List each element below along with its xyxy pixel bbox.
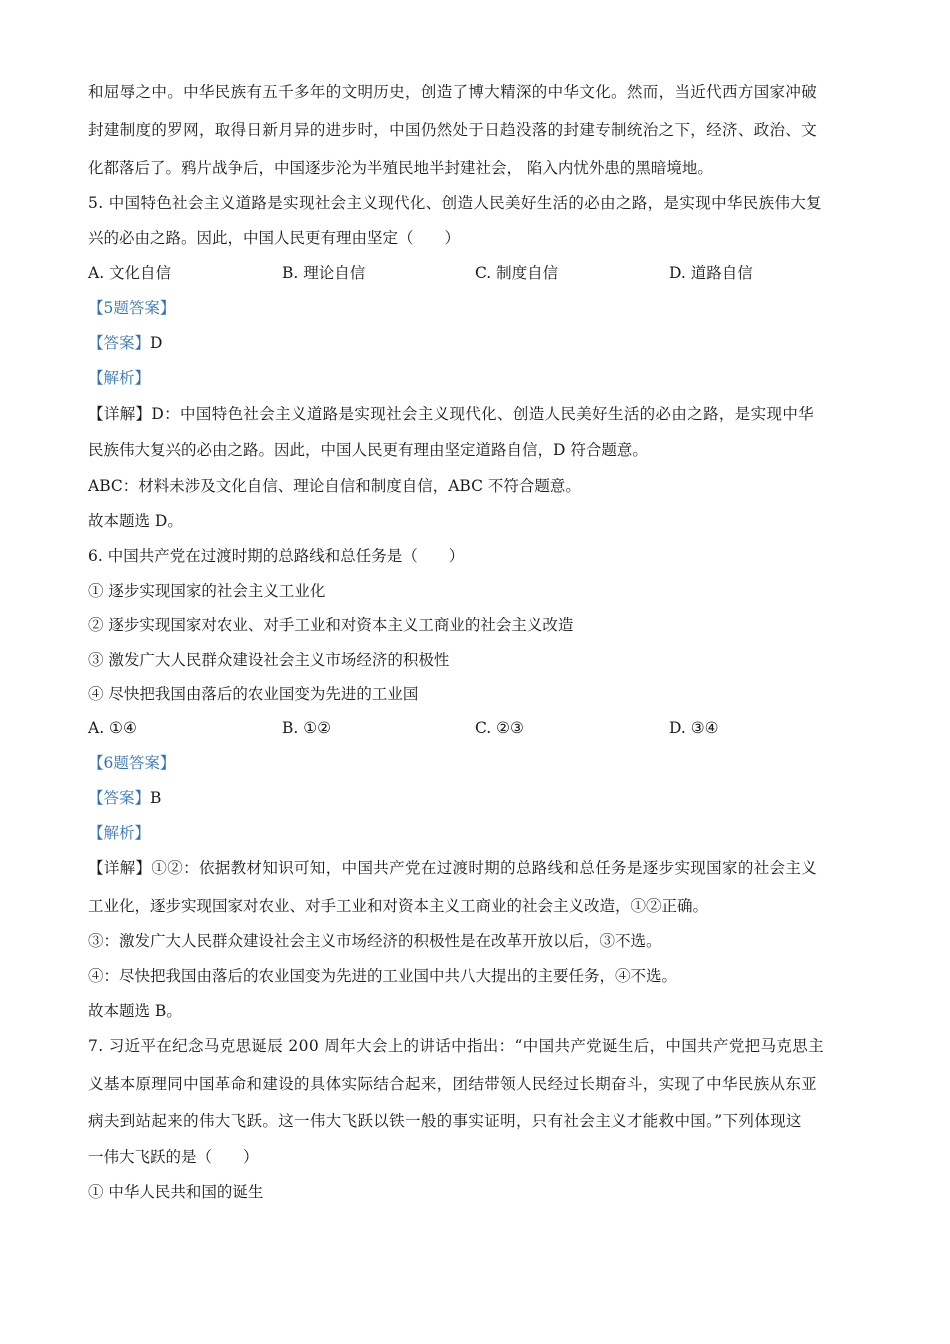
q5-option-d: D. 道路自信	[669, 264, 753, 282]
q6-option-b: B. ①②	[282, 719, 332, 737]
intro-line: 封建制度的罗网，取得日新月异的进步时，中国仍然处于日趋没落的封建专制统治之下，经济、政治、文	[88, 121, 818, 139]
q6-detail-line: ④：尽快把我国由落后的农业国变为先进的工业国中共八大提出的主要任务，④不选。	[88, 967, 678, 985]
answer-tag: 【答案】	[88, 789, 151, 807]
answer-tag: 【答案】	[88, 334, 151, 352]
q6-stem: 6. 中国共产党在过渡时期的总路线和总任务是（ ）	[88, 547, 465, 565]
q6-item: ④ 尽快把我国由落后的农业国变为先进的工业国	[88, 685, 419, 703]
q6-item: ① 逐步实现国家的社会主义工业化	[88, 582, 326, 600]
q6-detail-line: 工业化，逐步实现国家对农业、对手工业和对资本主义工商业的社会主义改造，①②正确。	[88, 897, 709, 915]
q5-option-a: A. 文化自信	[88, 264, 172, 282]
answer-value: D	[150, 334, 163, 352]
q7-item: ① 中华人民共和国的诞生	[88, 1183, 264, 1201]
q5-detail-line: 民族伟大复兴的必由之路。因此，中国人民更有理由坚定道路自信，D 符合题意。	[88, 441, 648, 459]
detail-tag: 【详解】	[88, 859, 152, 877]
q5-detail-line: ABC：材料未涉及文化自信、理论自信和制度自信，ABC 不符合题意。	[88, 477, 581, 495]
q5-detail-line: 故本题选 D。	[88, 512, 183, 530]
q6-detail-line: 故本题选 B。	[88, 1002, 182, 1020]
q5-stem-line: 5. 中国特色社会主义道路是实现社会主义现代化、创造人民美好生活的必由之路，是实现中华民族伟大复	[88, 194, 823, 212]
detail-text: D：中国特色社会主义道路是实现社会主义现代化、创造人民美好生活的必由之路，是实现中华	[151, 405, 815, 423]
q5-detail-line	[88, 404, 814, 424]
intro-line: 化都落后了。鸦片战争后，中国逐步沦为半殖民地半封建社会， 陷入内忧外患的黑暗境地。	[88, 159, 713, 177]
q7-stem-line: 一伟大飞跃的是（ ）	[88, 1148, 259, 1166]
detail-text: ①②：依据教材知识可知，中国共产党在过渡时期的总路线和总任务是逐步实现国家的社会主义	[151, 859, 818, 877]
q7-stem-line: 7. 习近平在纪念马克思诞辰 200 周年大会上的讲话中指出：“中国共产党诞生后，中国共产党把马克思主	[88, 1037, 824, 1055]
q6-detail-line: ③：激发广大人民群众建设社会主义市场经济的积极性是在改革开放以后，③不选。	[88, 932, 662, 950]
detail-tag: 【详解】	[88, 405, 152, 423]
q6-item: ③ 激发广大人民群众建设社会主义市场经济的积极性	[88, 651, 450, 669]
q5-analysis-tag: 【解析】	[88, 369, 151, 387]
q5-option-b: B. 理论自信	[282, 264, 366, 282]
q6-answer-header: 【6题答案】	[88, 754, 176, 772]
q7-stem-line: 义基本原理同中国革命和建设的具体实际结合起来，团结带领人民经过长期奋斗，实现了中华民族从东亚	[88, 1075, 818, 1093]
q6-item: ② 逐步实现国家对农业、对手工业和对资本主义工商业的社会主义改造	[88, 616, 574, 634]
intro-line: 和屈辱之中。中华民族有五千多年的文明历史，创造了博大精深的中华文化。然而，当近代西方国家冲破	[88, 83, 818, 101]
q5-answer	[88, 333, 162, 353]
q6-option-c: C. ②③	[475, 719, 524, 737]
q6-option-d: D. ③④	[669, 719, 719, 737]
q5-stem-line: 兴的必由之路。因此，中国人民更有理由坚定（ ）	[88, 229, 461, 247]
q6-option-a: A. ①④	[88, 719, 137, 737]
q6-analysis-tag: 【解析】	[88, 824, 151, 842]
q7-stem-line: 病夫到站起来的伟大飞跃。这一伟大飞跃以铁一般的事实证明，只有社会主义才能救中国。”下列体现这	[88, 1112, 802, 1130]
q5-option-c: C. 制度自信	[475, 264, 559, 282]
answer-value: B	[150, 789, 162, 807]
q5-answer-header: 【5题答案】	[88, 299, 176, 317]
q6-answer	[88, 788, 161, 808]
q6-detail-line	[88, 858, 817, 878]
